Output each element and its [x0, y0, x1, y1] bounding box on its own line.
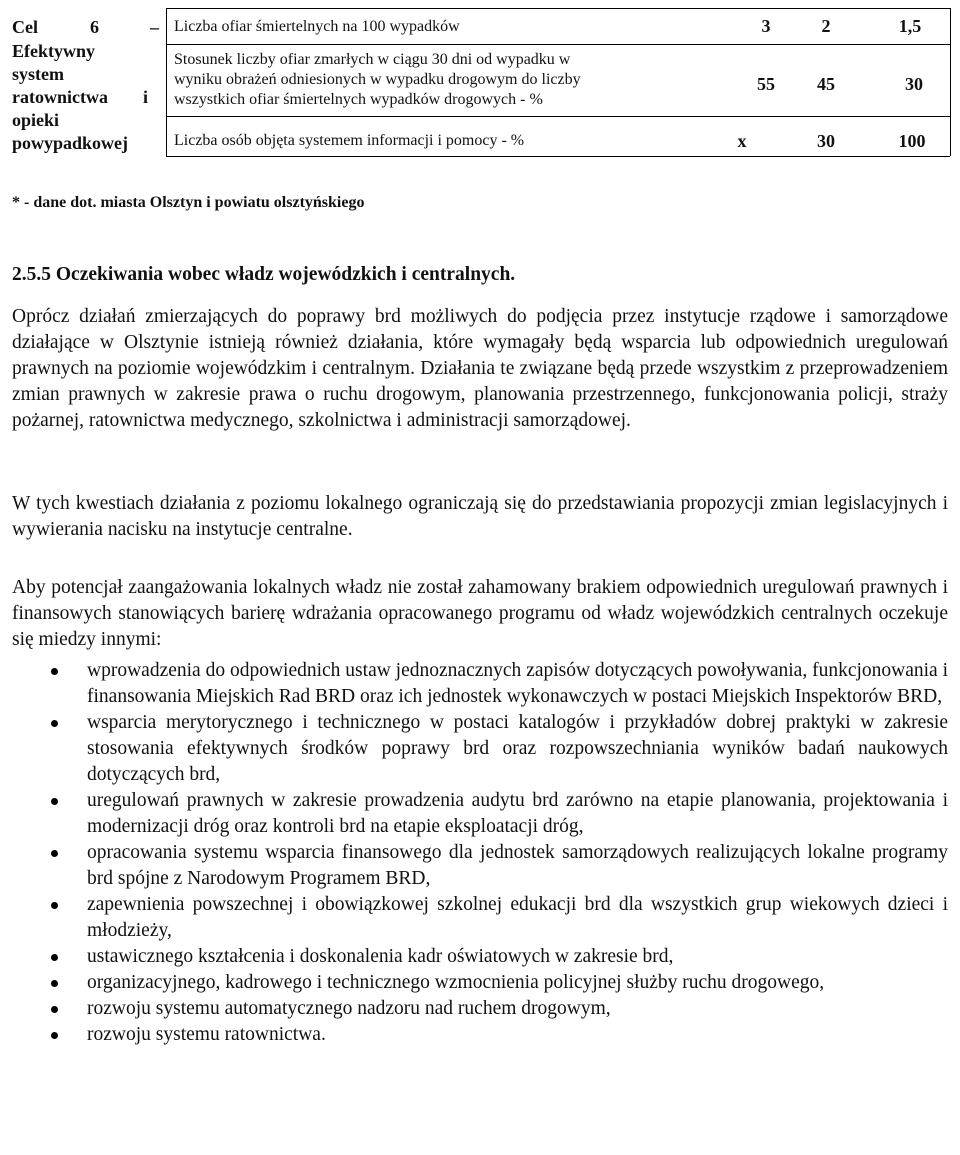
bullet-icon	[51, 850, 58, 857]
body-paragraph-3: Aby potencjał zaangażowania lokalnych władz nie został zahamowany brakiem odpowiednich uregulowań prawnych i finansowych stanowiących barierę wdrażania opracowanego programu od władz wojewódzkich centralnych oczekuje się miedzy innymi:	[12, 577, 948, 650]
indicator-3-value-2: 30	[817, 131, 835, 151]
list-item: zapewnienia powszechnej i obowiązkowej szkolnej edukacji brd dla wszystkich grup wiekowych dzieci i młodzieży,	[12, 892, 948, 944]
section-heading: 2.5.5 Oczekiwania wobec władz wojewódzkich i centralnych.	[12, 264, 516, 285]
indicator-1-value-3: 1,5	[898, 16, 922, 36]
goal-label-dash: –	[150, 17, 159, 37]
list-item: wprowadzenia do odpowiednich ustaw jednoznacznych zapisów dotyczących powoływania, funkcjonowania i finansowania Miejskich Rad BRD oraz ich jednostek wykonawczych w postaci Miejskich Inspektorów BRD,	[12, 658, 948, 710]
body-paragraph-2: W tych kwestiach działania z poziomu lokalnego ograniczają się do przedstawiania propozycji zmian legislacyjnych i wywierania nacisku na instytucje centralne.	[12, 493, 948, 540]
body-paragraph-1: Oprócz działań zmierzających do poprawy brd możliwych do podjęcia przez instytucje rządowe i samorządowe działające w Olsztynie istnieją również działania, które wymagały będą wsparcia lub odpowiednich uregulowań prawnych na poziomie wojewódzkim i centralnym. Działania te związane będą przede wszystkim z przeprowadzeniem zmian prawnych w zakresie prawa o ruchu drogowym, planowania przestrzennego, funkcjonowania policji, straży pożarnej, ratownictwa medycznego, szkolnictwa i administracji samorządowej.	[12, 306, 948, 431]
goal-label-line-6: powypadkowej	[12, 133, 129, 153]
indicator-2-value-2: 45	[817, 74, 835, 94]
indicator-3-value-3: 100	[898, 131, 926, 151]
list-item: organizacyjnego, kadrowego i technicznego wzmocnienia policyjnej służby ruchu drogowego,	[12, 970, 948, 996]
goal-label-number: 6	[90, 17, 99, 37]
bullet-icon	[51, 668, 58, 675]
list-item: opracowania systemu wsparcia finansowego dla jednostek samorządowych realizujących lokalne programy brd spójne z Narodowym Programem BRD,	[12, 840, 948, 892]
bullet-icon	[51, 980, 58, 987]
indicator-1-value-1: 3	[761, 16, 771, 36]
list-item: ustawicznego kształcenia i doskonalenia kadr oświatowych w zakresie brd,	[12, 944, 948, 970]
expectations-list	[12, 658, 948, 1048]
bullet-icon	[51, 720, 58, 727]
bullet-icon	[51, 1032, 58, 1039]
list-item: uregulowań prawnych w zakresie prowadzenia audytu brd zarówno na etapie planowania, projektowania i modernizacji dróg oraz kontroli brd na etapie eksploatacji dróg,	[12, 788, 948, 840]
indicator-2-line-2: wyniku obrażeń odniesionych w wypadku drogowym do liczby	[174, 71, 581, 88]
indicator-2-value-3: 30	[905, 74, 923, 94]
list-item: rozwoju systemu automatycznego nadzoru nad ruchem drogowym,	[12, 996, 948, 1022]
indicator-2-line-3: wszystkich ofiar śmiertelnych wypadków drogowych - %	[174, 91, 543, 108]
indicator-1: Liczba ofiar śmiertelnych na 100 wypadków	[174, 18, 460, 35]
list-item: rozwoju systemu ratownictwa.	[12, 1022, 948, 1048]
bullet-icon	[51, 1006, 58, 1013]
bullet-icon	[51, 798, 58, 805]
goal-label-line-2: Efektywny	[12, 41, 96, 61]
goal-label-line-3: system	[12, 64, 64, 84]
bullet-icon	[51, 902, 58, 909]
goal-label-cel: Cel	[12, 17, 38, 37]
goal-label	[12, 16, 159, 38]
list-item: wsparcia merytorycznego i technicznego w postaci katalogów i przykładów dobrej praktyki w zakresie stosowania efektywnych środków poprawy brd oraz rozpowszechniania wyników badań naukowych dotyczących brd,	[12, 710, 948, 788]
indicator-1-value-2: 2	[821, 16, 831, 36]
goal-label-line-5: opieki	[12, 110, 60, 130]
bullet-icon	[51, 954, 58, 961]
goal-label-line-4: ratownictwa	[12, 87, 108, 107]
indicator-3-value-1: x	[737, 131, 747, 151]
indicator-2-value-1: 55	[757, 74, 775, 94]
indicator-2-line-1: Stosunek liczby ofiar zmarłych w ciągu 30 dni od wypadku w	[174, 51, 571, 68]
goal-label-line-4-i: i	[143, 87, 149, 107]
indicator-3: Liczba osób objęta systemem informacji i pomocy - %	[174, 132, 525, 149]
footnote: * - dane dot. miasta Olsztyn i powiatu olsztyńskiego	[12, 194, 365, 211]
